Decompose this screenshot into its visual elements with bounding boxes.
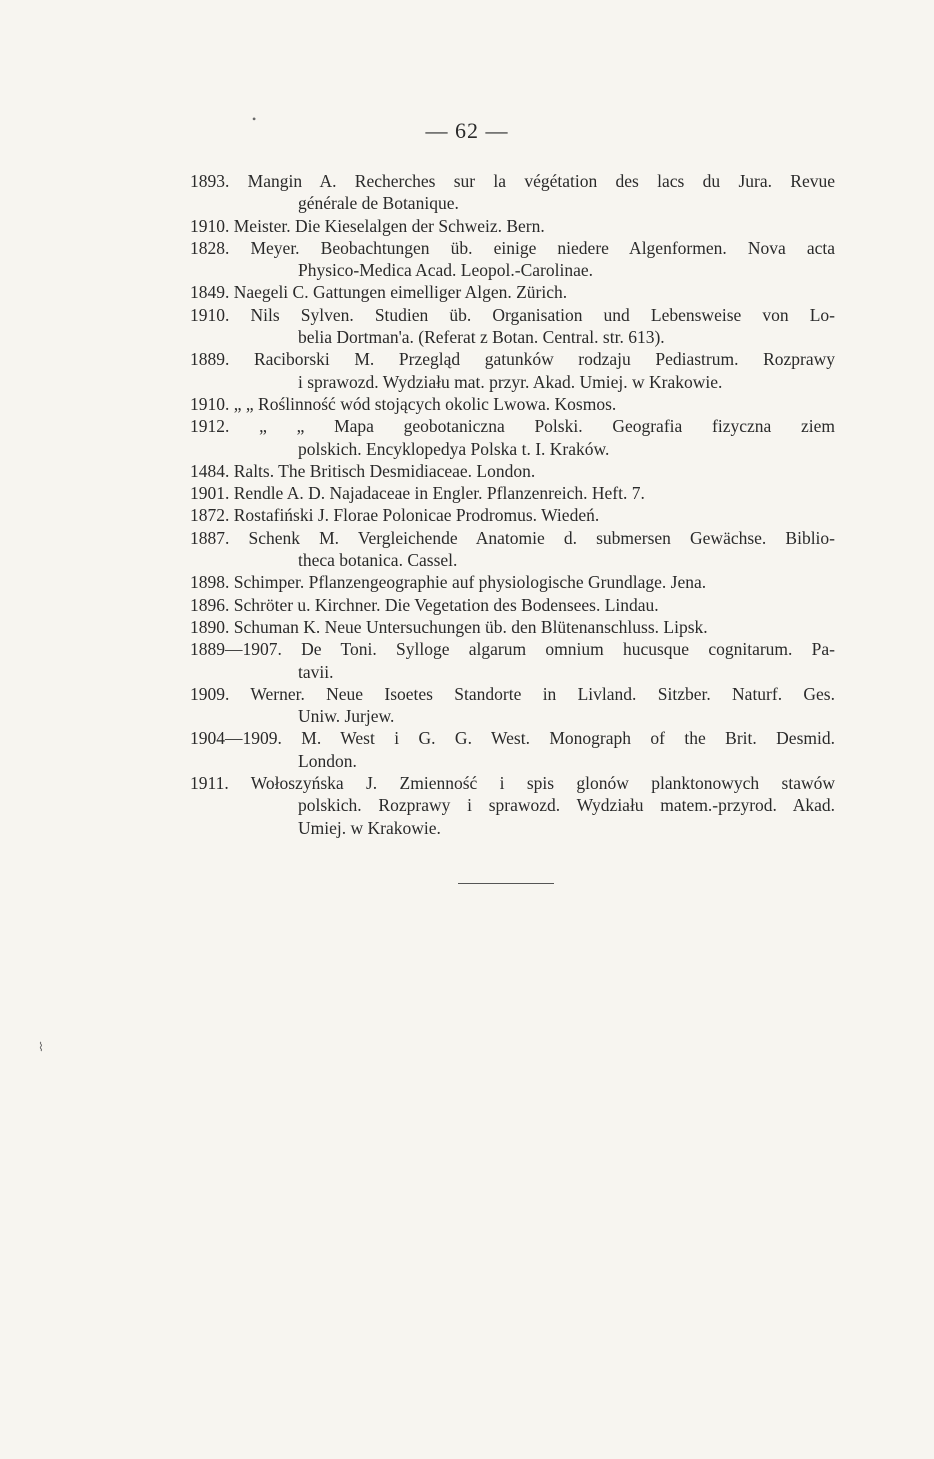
- entry-continuation-line: belia Dortman'a. (Referat z Botan. Central. str. 613).: [298, 327, 665, 348]
- bibliography-entry: [190, 571, 835, 593]
- bibliography-entry: [190, 215, 835, 237]
- entry-first-line: 1910. „ „ Roślinność wód stojących okolic Lwowa. Kosmos.: [190, 393, 617, 414]
- entry-first-line: 1912. „ „ Mapa geobotaniczna Polski. Geografia fizyczna ziem: [190, 416, 835, 437]
- entry-first-line: 1872. Rostafiński J. Florae Polonicae Prodromus. Wiedeń.: [190, 505, 600, 526]
- entry-continuation-line: Uniw. Jurjew.: [298, 706, 395, 727]
- entry-first-line: 1849. Naegeli C. Gattungen eimelliger Algen. Zürich.: [190, 282, 568, 303]
- entry-first-line: 1889. Raciborski M. Przegląd gatunków rodzaju Pediastrum. Rozprawy: [190, 349, 835, 370]
- page-number: — 62 —: [425, 118, 509, 143]
- entry-first-line: 1910. Meister. Die Kieselalgen der Schweiz. Bern.: [190, 215, 545, 236]
- print-speck: ⌇: [38, 1040, 44, 1054]
- entry-first-line: 1896. Schröter u. Kirchner. Die Vegetation des Bodensees. Lindau.: [190, 594, 659, 615]
- bibliography-entry: [190, 281, 835, 303]
- bibliography-list: [190, 170, 835, 839]
- entry-first-line: 1901. Rendle A. D. Najadaceae in Engler. Pflanzenreich. Heft. 7.: [190, 483, 645, 504]
- entry-first-line: 1887. Schenk M. Vergleichende Anatomie d. submersen Gewächse. Biblio-: [190, 527, 835, 548]
- entry-continuation-line: polskich. Rozprawy i sprawozd. Wydziału matem.-przyrod. Akad.: [298, 795, 835, 816]
- bibliography-entry: [190, 482, 835, 504]
- bibliography-entry: [190, 415, 835, 460]
- entry-continuation-line: Umiej. w Krakowie.: [298, 817, 441, 838]
- entry-first-line: 1911. Wołoszyńska J. Zmienność i spis glonów planktonowych stawów: [190, 773, 835, 794]
- bibliography-entry: [190, 170, 835, 215]
- entry-first-line: 1904—1909. M. West i G. G. West. Monograph of the Brit. Desmid.: [190, 728, 835, 749]
- entry-first-line: 1910. Nils Sylven. Studien üb. Organisation und Lebensweise von Lo-: [190, 304, 835, 325]
- bibliography-entry: [190, 616, 835, 638]
- bibliography-entry: [190, 237, 835, 282]
- bibliography-entry: [190, 504, 835, 526]
- entry-first-line: 1889—1907. De Toni. Sylloge algarum omnium hucusque cognitarum. Pa-: [190, 639, 835, 660]
- entry-first-line: 1890. Schuman K. Neue Untersuchungen üb. den Blütenanschluss. Lipsk.: [190, 616, 708, 637]
- entry-first-line: 1484. Ralts. The Britisch Desmidiaceae. London.: [190, 460, 536, 481]
- bibliography-entry: [190, 393, 835, 415]
- bibliography-entry: [190, 638, 835, 683]
- entry-continuation-line: theca botanica. Cassel.: [298, 550, 458, 571]
- entry-continuation-line: Physico-Medica Acad. Leopol.-Carolinae.: [298, 260, 593, 281]
- bibliography-entry: [190, 460, 835, 482]
- entry-continuation-line: London.: [298, 750, 357, 771]
- bibliography-entry: [190, 527, 835, 572]
- end-rule: [458, 883, 554, 884]
- entry-first-line: 1898. Schimper. Pflanzengeographie auf physiologische Grundlage. Jena.: [190, 572, 707, 593]
- entry-continuation-line: polskich. Encyklopedya Polska t. I. Kraków.: [298, 438, 610, 459]
- entry-continuation-line: tavii.: [298, 661, 334, 682]
- bibliography-entry: [190, 683, 835, 728]
- bibliography-entry: [190, 594, 835, 616]
- entry-first-line: 1893. Mangin A. Recherches sur la végétation des lacs du Jura. Revue: [190, 171, 835, 191]
- entry-first-line: 1828. Meyer. Beobachtungen üb. einige niedere Algenformen. Nova acta: [190, 237, 835, 258]
- bibliography-entry: [190, 772, 835, 839]
- bibliography-entry: [190, 304, 835, 349]
- bibliography-entry: [190, 727, 835, 772]
- print-speck: •: [252, 112, 257, 126]
- bibliography-entry: [190, 348, 835, 393]
- entry-continuation-line: générale de Botanique.: [298, 193, 459, 214]
- entry-first-line: 1909. Werner. Neue Isoetes Standorte in Livland. Sitzber. Naturf. Ges.: [190, 683, 835, 704]
- entry-continuation-line: i sprawozd. Wydziału mat. przyr. Akad. Umiej. w Krakowie.: [298, 371, 723, 392]
